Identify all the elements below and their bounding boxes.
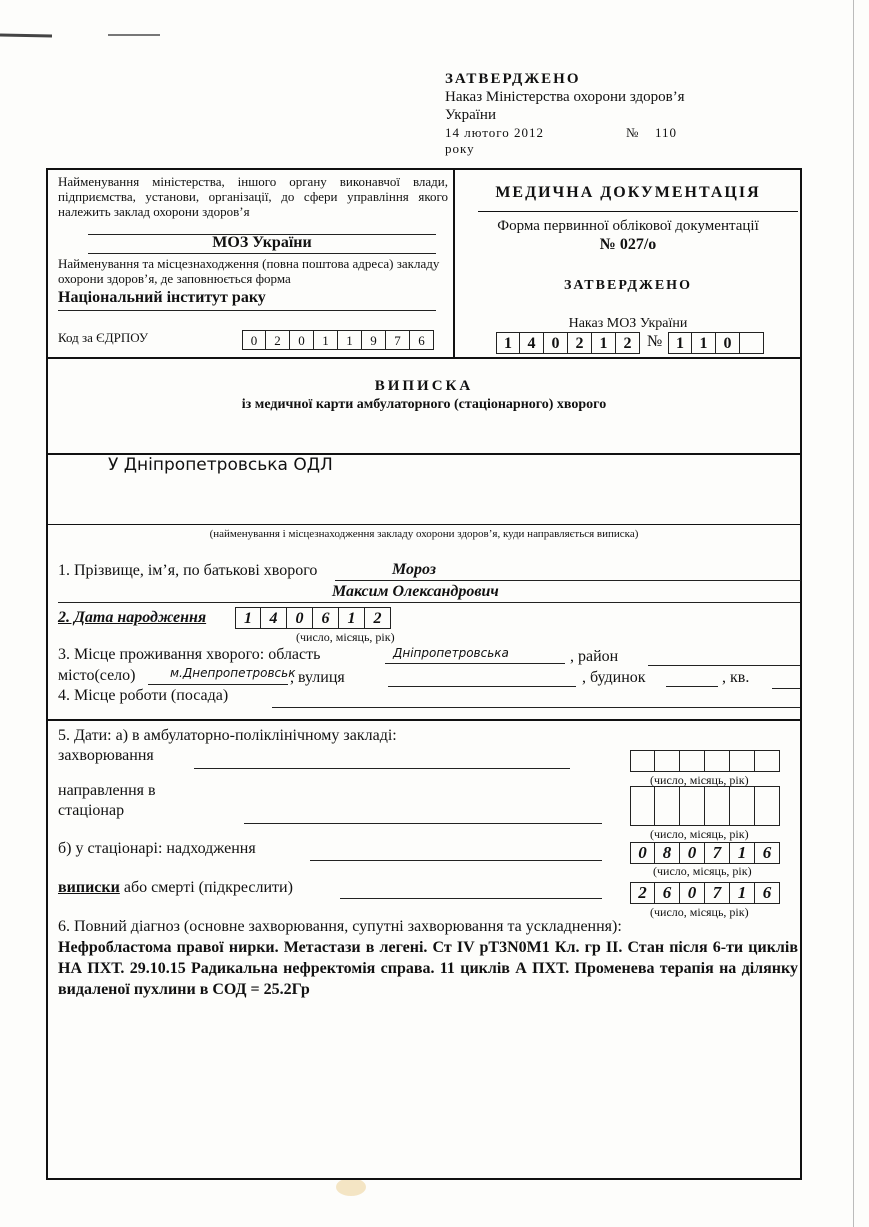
birth-label: 2. Дата народження [58,609,207,626]
digit-box: 8 [655,842,680,864]
birth-date-boxes [235,607,391,629]
digit-box: 0 [290,330,314,350]
order-number-boxes [668,332,764,354]
facility-value: Національний інститут раку [58,289,266,306]
discharge-label-underlined: виписки [58,879,120,896]
birth-date-caption: (число, місяць, рік) [296,630,395,644]
digit-box: 1 [592,332,616,354]
illness-date-boxes [630,750,780,772]
region-underline [385,663,565,664]
digit-box: 1 [692,332,716,354]
digit-box: 7 [386,330,410,350]
illness-label: захворювання [58,747,154,764]
digit-box: 2 [568,332,592,354]
approval-no-value: 110 [655,125,678,140]
digit-box: 0 [680,842,705,864]
work-underline [272,707,800,708]
header-bottom-line [46,357,802,359]
admission-label: б) у стаціонарі: надходження [58,840,256,857]
city-underline [148,684,288,685]
empty-digit-box [655,786,680,826]
edrpou-label: Код за ЄДРПОУ [58,330,149,345]
scan-mark-left [0,34,52,38]
referral-label-1: направлення в [58,782,156,799]
digit-box: 1 [235,607,261,629]
patient-surname: Мороз [392,561,437,578]
digit-box: 1 [730,882,755,904]
edrpou-code-boxes [242,330,434,350]
dates-heading: 5. Дати: а) в амбулаторно-поліклінічному закладі: [58,727,397,744]
order-no-sign: № [647,333,663,350]
given-names-underline [58,602,800,603]
empty-digit-box [730,786,755,826]
diagnosis-text: Нефробластома правої нирки. Метастази в легені. Ст IV pT3N0M1 Кл. гр II. Стан після 6-ти циклів НА ПХТ. 29.10.15 Радикальна нефректомія справа. 11 циклів А ПХТ. Променева терапія на ділянку видаленої пухлини в СОД = 25.2Гр [58,939,798,998]
referral-underline [244,823,602,824]
digit-box [740,332,764,354]
approval-order-line1: Наказ Міністерства охорони здоров’я [445,89,685,105]
section5-top-line [46,719,802,721]
digit-box: 4 [520,332,544,354]
form-line: Форма первинної облікової документації [497,218,759,234]
referral-label-2: стаціонар [58,802,125,819]
patient-given-names: Максим Олександрович [332,583,499,600]
name-label: 1. Прізвище, ім’я, по батькові хворого [58,562,318,579]
recipient-caption: (найменування і місцезнаходження закладу охорони здоров’я, куди направляється виписка) [209,528,639,540]
facility-underline [58,310,436,311]
discharge-label [58,879,293,897]
digit-box: 6 [755,842,780,864]
empty-digit-box [755,786,780,826]
empty-digit-box [705,786,730,826]
empty-digit-box [630,786,655,826]
discharge-date-caption: (число, місяць, рік) [650,905,749,919]
ministry-value: МОЗ України [212,234,312,251]
digit-box: 0 [716,332,740,354]
facility-caption: Найменування та місцезнаходження (повна поштова адреса) закладу охорони здоров’я, де заповнюється форма [58,256,440,286]
district-underline [648,665,800,666]
digit-box: 1 [314,330,338,350]
approval-date: 14 лютого 2012 [445,125,545,140]
empty-digit-box [630,750,655,772]
approval-order-line2: України [445,107,496,123]
digit-box: 2 [616,332,640,354]
ministry-caption: Найменування міністерства, іншого органу виконавчої влади, підприємства, установи, організації, до сфери управління якого належить заклад охорони здоров’я [58,174,448,219]
edge-line [853,0,854,1227]
digit-box: 1 [730,842,755,864]
digit-box: 1 [496,332,520,354]
surname-underline [335,580,801,581]
city-value: м.Днепропетровськ [170,666,296,680]
recipient-bottom-line [46,524,802,525]
street-label: , вулиця [290,669,345,686]
order-date-boxes [496,332,640,354]
approval-year-word: року [445,141,475,156]
house-label: , будинок [582,669,646,686]
stain [336,1178,366,1196]
doc-title-main: ВИПИСКА [374,378,474,394]
digit-box: 1 [339,607,365,629]
doc-title-sub: із медичної карти амбулаторного (стаціонарного) хворого [241,397,607,412]
discharge-label-rest: або смерті (підкреслити) [119,879,293,896]
empty-digit-box [705,750,730,772]
recipient-value: У Дніпропетровська ОДЛ [108,455,333,475]
scan-mark-right [108,34,160,36]
empty-digit-box [655,750,680,772]
med-doc-title: МЕДИЧНА ДОКУМЕНТАЦІЯ [495,184,761,201]
admission-underline [310,860,602,861]
empty-digit-box [680,786,705,826]
apt-underline [772,688,800,689]
digit-box: 6 [313,607,339,629]
digit-box: 0 [287,607,313,629]
right-approved: ЗАТВЕРДЖЕНО [564,278,692,293]
region-value: Дніпропетровська [393,646,509,660]
residence-label: 3. Місце проживання хворого: область [58,646,321,663]
digit-box: 2 [365,607,391,629]
admission-date-caption: (число, місяць, рік) [653,864,752,878]
referral-date-boxes [630,786,780,826]
digit-box: 6 [410,330,434,350]
digit-box: 2 [630,882,655,904]
empty-digit-box [680,750,705,772]
digit-box: 0 [630,842,655,864]
street-underline [388,686,576,687]
digit-box: 7 [705,842,730,864]
work-label: 4. Місце роботи (посада) [58,687,229,704]
district-label: , район [570,648,619,665]
med-doc-underline [478,211,798,212]
digit-box: 7 [705,882,730,904]
digit-box: 0 [242,330,266,350]
right-order: Наказ МОЗ України [568,316,688,331]
empty-digit-box [730,750,755,772]
digit-box: 2 [266,330,290,350]
digit-box: 0 [680,882,705,904]
house-underline [666,686,718,687]
apt-label: , кв. [722,669,750,686]
empty-digit-box [755,750,780,772]
illness-underline [194,768,570,769]
digit-box: 6 [655,882,680,904]
admission-date-boxes [630,842,780,864]
digit-box: 6 [755,882,780,904]
referral-date-caption: (число, місяць, рік) [650,827,749,841]
discharge-date-boxes [630,882,780,904]
discharge-underline [340,898,602,899]
approval-no-sign: № [626,125,639,140]
digit-box: 4 [261,607,287,629]
diagnosis-label: 6. Повний діагноз (основне захворювання, супутні захворювання та ускладнення): [58,918,622,935]
digit-box: 9 [362,330,386,350]
digit-box: 1 [668,332,692,354]
digit-box: 1 [338,330,362,350]
illness-date-caption: (число, місяць, рік) [650,773,749,787]
city-label: місто(село) [58,667,136,684]
digit-box: 0 [544,332,568,354]
approval-title: ЗАТВЕРДЖЕНО [445,71,581,87]
ministry-value-underline [88,253,436,254]
form-no: № 027/о [599,236,657,253]
